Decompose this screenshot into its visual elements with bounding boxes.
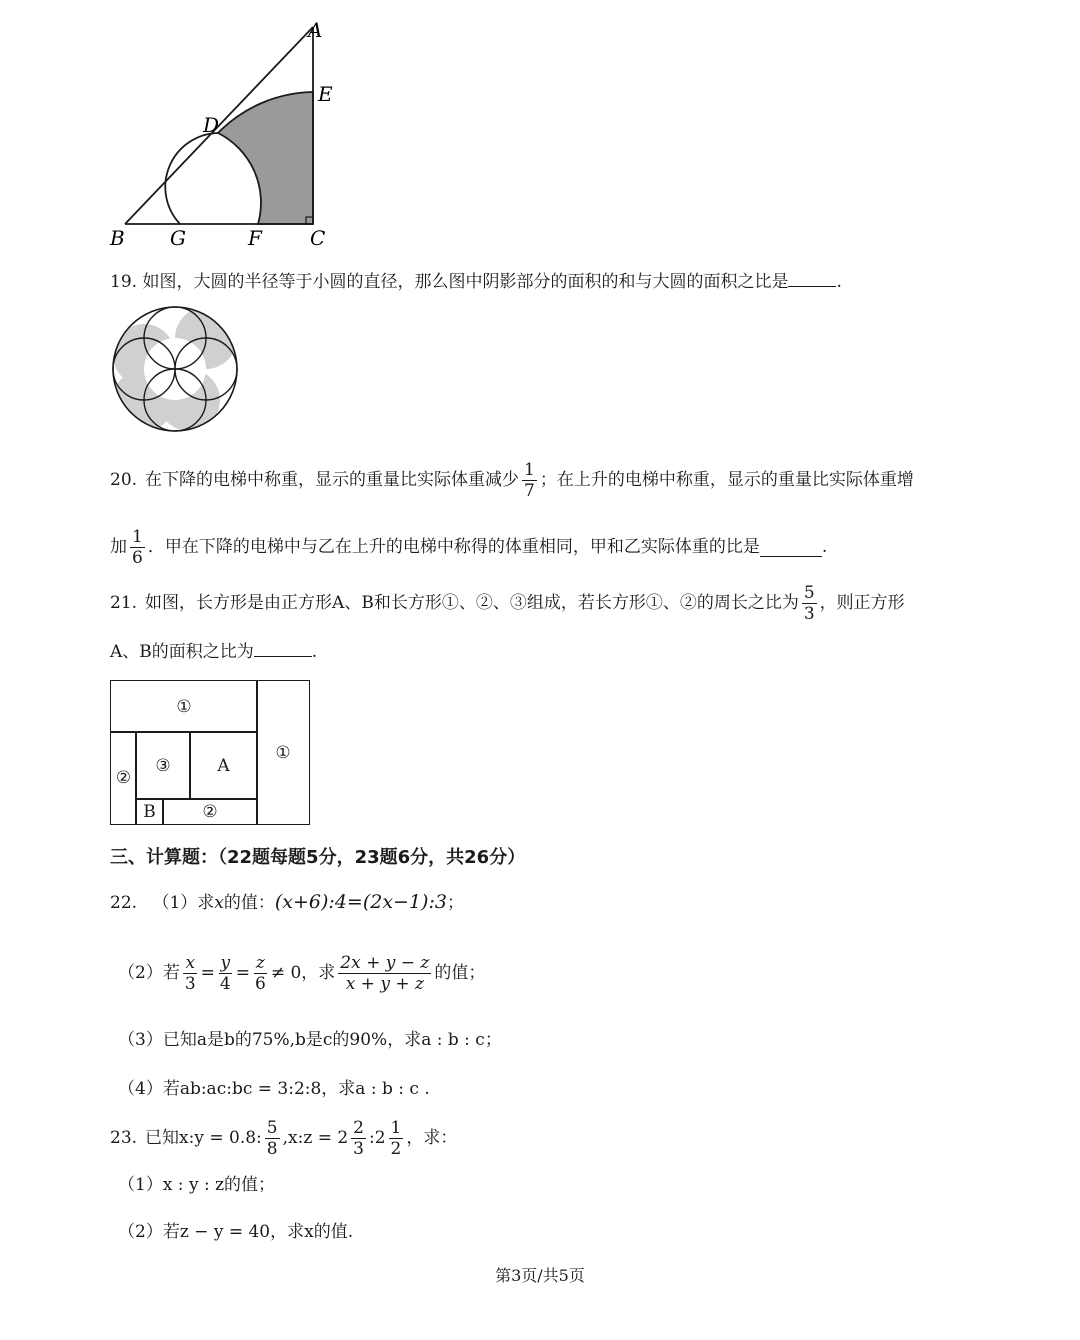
ratio-text-2: ,x:z = 2 — [282, 1128, 349, 1148]
label-c: C — [310, 226, 326, 250]
question-number: 23. — [110, 1128, 138, 1148]
ratio-text-3: :2 — [368, 1128, 386, 1148]
fraction-five-thirds: $\frac{5}{3}$ — [803, 582, 815, 624]
question-number: 20. — [110, 470, 138, 490]
question-23-part1 — [118, 1173, 275, 1197]
square-b: B — [135, 798, 164, 825]
equals-sign: = — [235, 963, 250, 983]
question-number: 19. — [110, 272, 138, 292]
rect-2-bottom: ② — [162, 798, 258, 825]
question-text-3: 加 — [110, 537, 127, 557]
question-20-line2 — [110, 522, 827, 572]
question-number: 22. — [110, 893, 138, 913]
label-b: B — [110, 226, 125, 250]
question-text-3: A、B的面积之比为 — [110, 642, 254, 662]
fraction-one-seventh: $\frac{1}{7}$ — [524, 459, 535, 501]
part-1-text: （1）x : y : z的值； — [118, 1175, 276, 1195]
fraction-one-sixth: $\frac{1}{6}$ — [132, 526, 143, 568]
answer-blank — [788, 268, 836, 287]
part-text: 的值； — [434, 963, 486, 983]
fraction-five-eighths: $\frac{5}{8}$ — [266, 1117, 278, 1159]
question-text-2: ，则正方形 — [819, 593, 905, 613]
ratio-end: ，求： — [406, 1128, 458, 1148]
label-g: G — [170, 226, 186, 250]
label-f: F — [248, 226, 262, 250]
label-d: D — [203, 113, 220, 137]
label-a: A — [308, 18, 323, 42]
part-text: 的值： — [223, 893, 275, 913]
fraction-two-thirds: $\frac{2}{3}$ — [353, 1117, 364, 1159]
answer-blank — [760, 538, 822, 557]
question-text: 如图，大圆的半径等于小圆的直径，那么图中阴影部分的面积的和与大圆的面积之比是 — [142, 272, 789, 292]
question-21-line2 — [110, 638, 317, 664]
equation: (x+6):4=(2x−1):3 — [274, 891, 447, 913]
page-footer: 第3页/共5页 — [495, 1266, 585, 1285]
answer-blank — [254, 638, 312, 657]
question-21-line1 — [110, 578, 905, 628]
question-22-part4 — [118, 1077, 430, 1101]
section-3-title: 三、计算题：（22题每题5分，23题6分，共26分） — [110, 847, 526, 868]
question-number: 21. — [110, 593, 138, 613]
question-text-2: ；在上升的电梯中称重，显示的重量比实际体重增 — [539, 470, 914, 490]
question-19 — [110, 268, 842, 294]
question-text-1: 如图，长方形是由正方形A、B和长方形①、②、③组成，若长方形①、②的周长之比为 — [145, 593, 799, 613]
fraction-one-half: $\frac{1}{2}$ — [390, 1117, 402, 1159]
question-23 — [110, 1112, 457, 1164]
equals-sign: = — [200, 963, 215, 983]
label-e: E — [318, 82, 333, 106]
rect-3: ③ — [135, 731, 191, 800]
part-4-text: （4）若ab:ac:bc = 3:2:8，求a : b : c . — [118, 1079, 430, 1099]
small-arc — [165, 133, 218, 224]
rect-1-right: ① — [256, 680, 310, 825]
question-20-line1 — [110, 455, 914, 505]
question-22-part2 — [110, 945, 485, 1001]
period: . — [311, 642, 318, 662]
fraction-y-4: $\frac{y}{4}$ — [219, 952, 231, 994]
question-text-1: 在下降的电梯中称重，显示的重量比实际体重减少 — [145, 470, 520, 490]
square-a: A — [189, 731, 258, 800]
part-label: （2）若 — [118, 963, 180, 983]
part-3-text: （3）已知a是b的75%,b是c的90%，求a : b : c； — [118, 1030, 502, 1050]
semicolon: ； — [446, 893, 464, 913]
rect-1-top: ① — [110, 680, 258, 733]
period: . — [821, 537, 828, 557]
fraction-z-6: $\frac{z}{6}$ — [254, 952, 266, 994]
variable-x: x — [214, 893, 224, 913]
question-text-4: ．甲在下降的电梯中与乙在上升的电梯中称得的体重相同，甲和乙实际体重的比是 — [147, 537, 760, 557]
ratio-text: 已知x:y = 0.8: — [145, 1128, 262, 1148]
not-equal-text: ≠ 0，求 — [270, 963, 336, 983]
part-label: （1）求 — [152, 893, 215, 913]
triangle-arc-figure — [100, 15, 350, 250]
circles-figure — [108, 305, 242, 435]
question-22-part3 — [118, 1028, 502, 1052]
rect-2-left: ② — [110, 731, 137, 825]
period: . — [836, 272, 842, 292]
fraction-x-3: $\frac{x}{3}$ — [184, 952, 196, 994]
fraction-expression: $\frac{2x + y - z}{x + y + z}$ — [340, 952, 430, 994]
question-22-part1 — [110, 890, 464, 915]
part-2-text: （2）若z − y = 40，求x的值. — [118, 1222, 354, 1242]
question-23-part2 — [118, 1220, 353, 1244]
rectangle-figure — [110, 680, 310, 825]
